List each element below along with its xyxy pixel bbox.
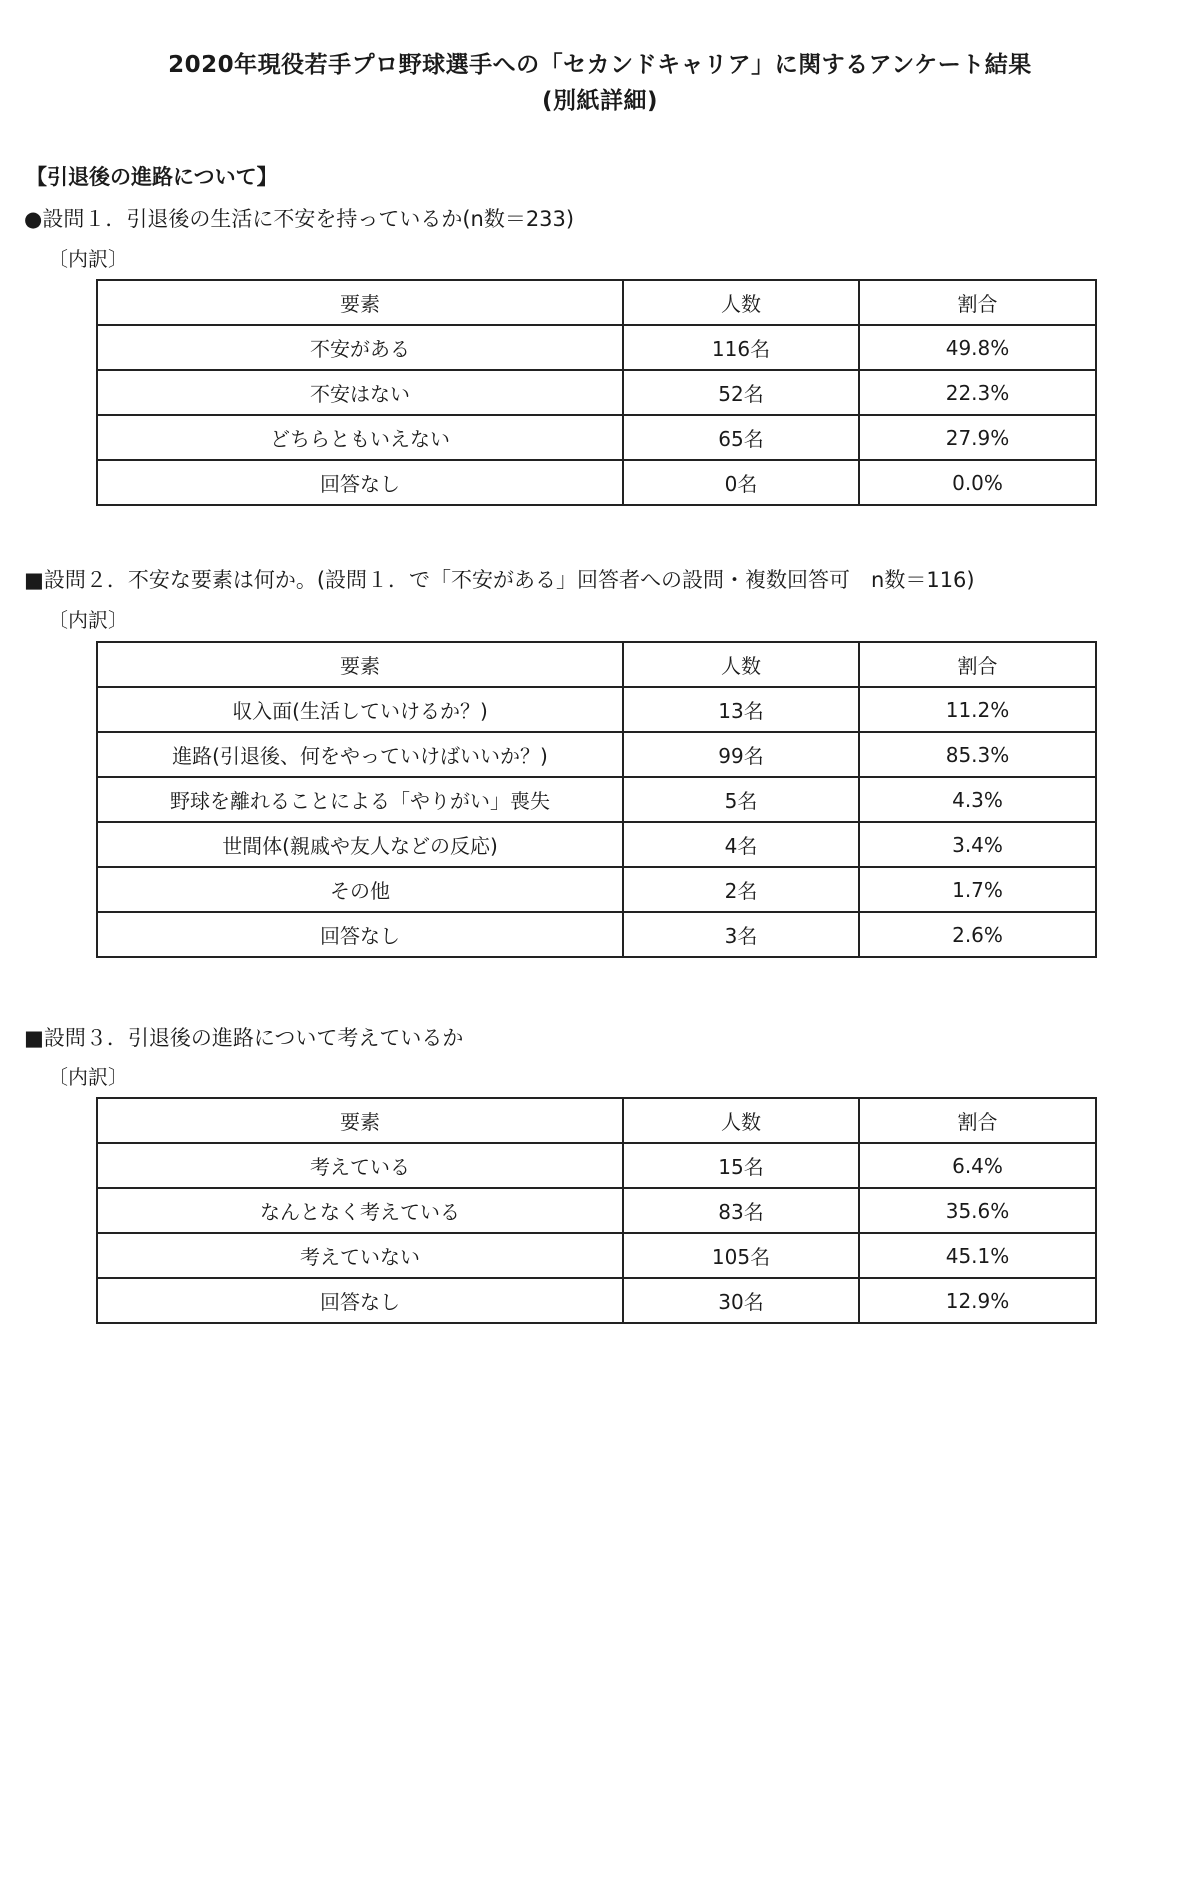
cell-ratio: 49.8% xyxy=(859,325,1096,370)
cell-count: 13名 xyxy=(623,687,859,732)
cell-ratio: 85.3% xyxy=(859,732,1096,777)
cell-count: 116名 xyxy=(623,325,859,370)
table-row xyxy=(97,415,1096,460)
table-row xyxy=(97,1233,1096,1278)
cell-element: 回答なし xyxy=(97,460,623,505)
table-row xyxy=(97,1143,1096,1188)
cell-count: 52名 xyxy=(623,370,859,415)
cell-ratio: 6.4% xyxy=(859,1143,1096,1188)
cell-ratio: 35.6% xyxy=(859,1188,1096,1233)
document-subtitle: (別紙詳細) xyxy=(541,88,659,114)
question-1-table xyxy=(96,279,1097,506)
header-element: 要素 xyxy=(97,280,623,325)
table-row xyxy=(97,912,1096,957)
cell-element: 不安はない xyxy=(97,370,623,415)
cell-ratio: 45.1% xyxy=(859,1233,1096,1278)
header-count: 人数 xyxy=(623,280,859,325)
cell-element: なんとなく考えている xyxy=(97,1188,623,1233)
cell-ratio: 0.0% xyxy=(859,460,1096,505)
cell-element: 回答なし xyxy=(97,912,623,957)
table-row xyxy=(97,687,1096,732)
cell-count: 99名 xyxy=(623,732,859,777)
header-ratio: 割合 xyxy=(859,280,1096,325)
cell-ratio: 11.2% xyxy=(859,687,1096,732)
header-ratio: 割合 xyxy=(859,1098,1096,1143)
table-row xyxy=(97,325,1096,370)
cell-ratio: 1.7% xyxy=(859,867,1096,912)
header-element: 要素 xyxy=(97,1098,623,1143)
header-element: 要素 xyxy=(97,642,623,687)
question-3: ■設問３．引退後の進路について考えているか xyxy=(24,1026,464,1050)
cell-ratio: 27.9% xyxy=(859,415,1096,460)
table-header-row xyxy=(97,642,1096,687)
cell-element: 考えていない xyxy=(97,1233,623,1278)
header-count: 人数 xyxy=(623,642,859,687)
cell-element: 進路(引退後、何をやっていけばいいか？) xyxy=(97,732,623,777)
question-3-breakdown-label: 〔内訳〕 xyxy=(48,1065,128,1089)
cell-element: 収入面(生活していけるか？) xyxy=(97,687,623,732)
cell-count: 83名 xyxy=(623,1188,859,1233)
question-2-table xyxy=(96,641,1097,958)
cell-count: 4名 xyxy=(623,822,859,867)
table-header-row xyxy=(97,280,1096,325)
cell-count: 30名 xyxy=(623,1278,859,1323)
cell-ratio: 22.3% xyxy=(859,370,1096,415)
cell-count: 15名 xyxy=(623,1143,859,1188)
cell-element: 考えている xyxy=(97,1143,623,1188)
cell-ratio: 3.4% xyxy=(859,822,1096,867)
cell-element: 世間体(親戚や友人などの反応) xyxy=(97,822,623,867)
cell-count: 5名 xyxy=(623,777,859,822)
question-3-table xyxy=(96,1097,1097,1324)
table-header-row xyxy=(97,1098,1096,1143)
cell-element: どちらともいえない xyxy=(97,415,623,460)
cell-ratio: 2.6% xyxy=(859,912,1096,957)
header-count: 人数 xyxy=(623,1098,859,1143)
cell-element: 不安がある xyxy=(97,325,623,370)
question-1-breakdown-label: 〔内訳〕 xyxy=(48,247,128,271)
document-title: 2020年現役若手プロ野球選手への「セカンドキャリア」に関するアンケート結果 xyxy=(168,52,1032,78)
question-2-breakdown-label: 〔内訳〕 xyxy=(48,608,128,632)
cell-count: 105名 xyxy=(623,1233,859,1278)
cell-ratio: 12.9% xyxy=(859,1278,1096,1323)
table-row xyxy=(97,1278,1096,1323)
cell-count: 3名 xyxy=(623,912,859,957)
cell-element: 野球を離れることによる「やりがい」喪失 xyxy=(97,777,623,822)
table-row xyxy=(97,867,1096,912)
cell-element: その他 xyxy=(97,867,623,912)
table-row xyxy=(97,370,1096,415)
cell-count: 2名 xyxy=(623,867,859,912)
cell-count: 0名 xyxy=(623,460,859,505)
header-ratio: 割合 xyxy=(859,642,1096,687)
cell-element: 回答なし xyxy=(97,1278,623,1323)
section-heading: 【引退後の進路について】 xyxy=(26,165,278,189)
question-2: ■設問２．不安な要素は何か。(設問１．で「不安がある」回答者への設問・複数回答可 n数＝116) xyxy=(24,568,975,592)
table-row xyxy=(97,732,1096,777)
table-row xyxy=(97,460,1096,505)
question-1: ●設問１．引退後の生活に不安を持っているか(n数＝233) xyxy=(24,207,575,231)
table-row xyxy=(97,1188,1096,1233)
cell-count: 65名 xyxy=(623,415,859,460)
table-row xyxy=(97,822,1096,867)
cell-ratio: 4.3% xyxy=(859,777,1096,822)
table-row xyxy=(97,777,1096,822)
